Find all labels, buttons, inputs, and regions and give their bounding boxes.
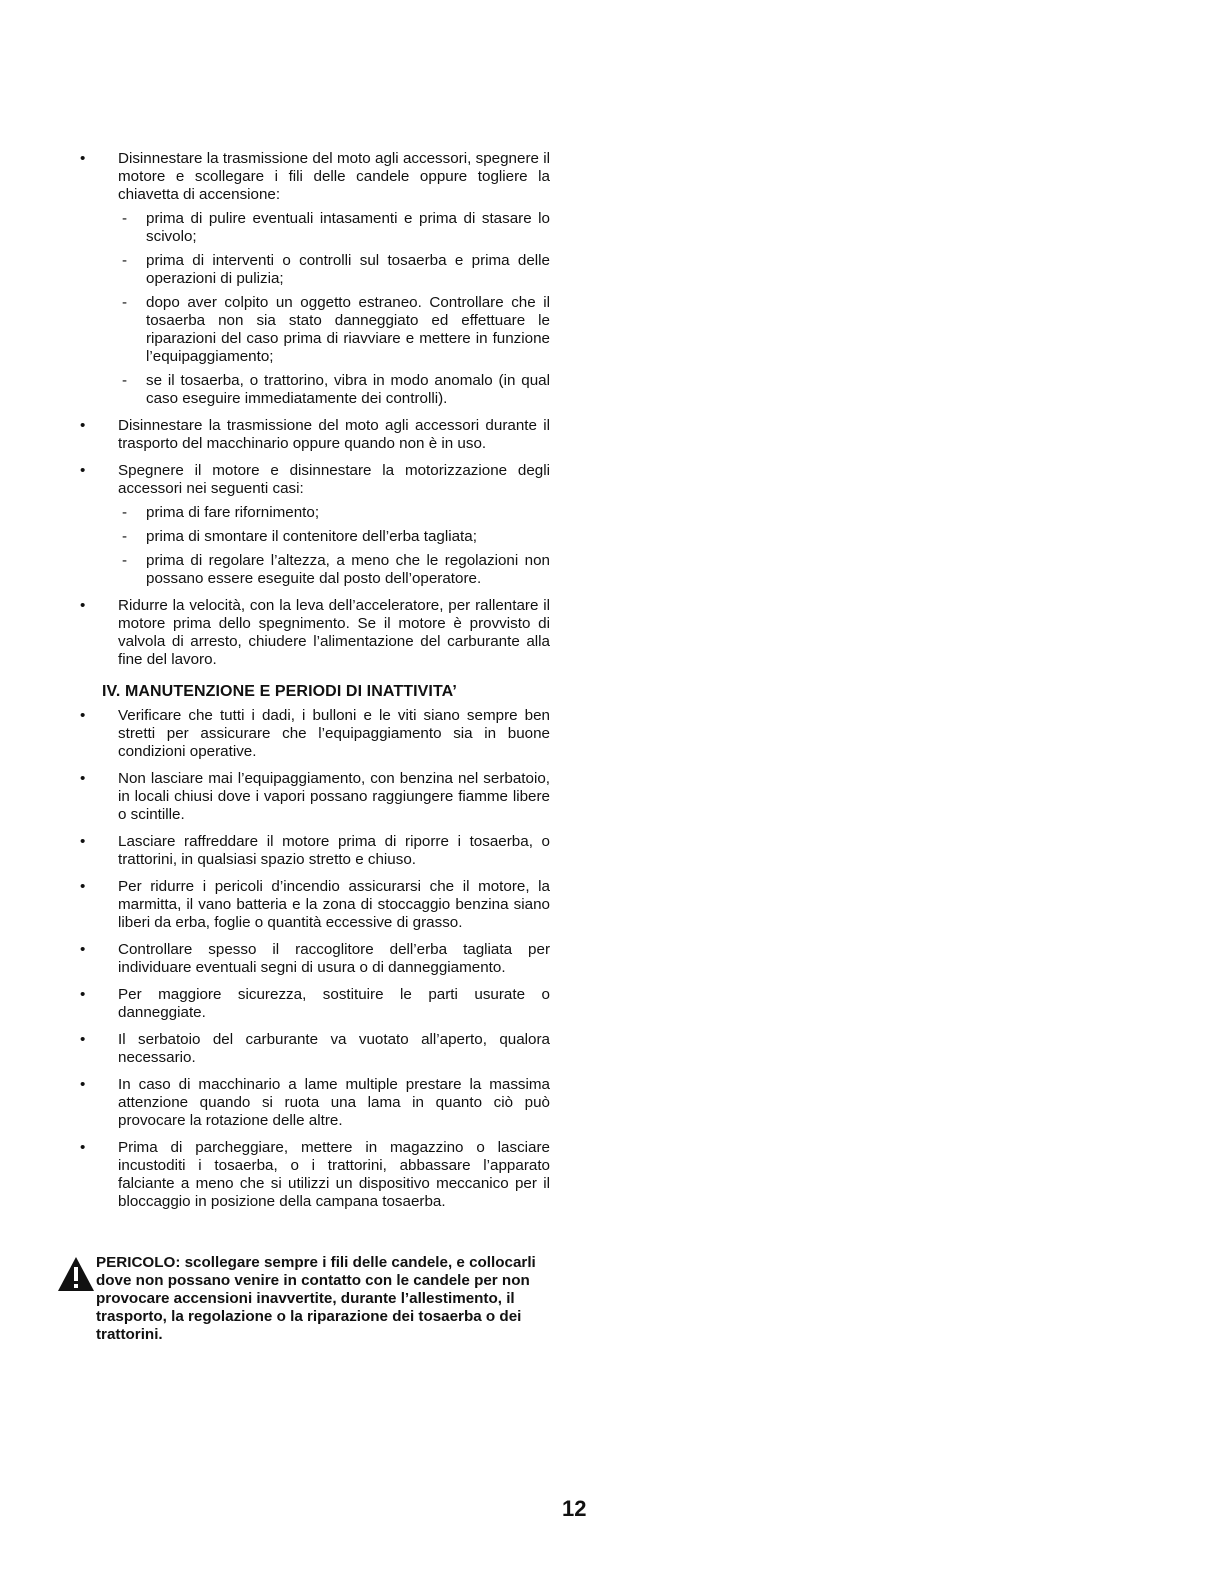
bullet-text: Spegnere il motore e disinnestare la motorizzazione degli accessori nei seguenti casi: [118,462,550,497]
bullet-text: Per ridurre i pericoli d’incendio assicurarsi che il motore, la marmitta, il vano batteria e la zona di stoccaggio benzina siano liberi da erba, foglie o quantità eccessive di grasso. [118,878,550,931]
dash-mark: - [122,504,128,521]
dash-mark: - [122,210,128,227]
dash-mark: - [122,552,128,569]
bullet-mark: • [80,941,86,958]
bullet-text: Disinnestare la trasmissione del moto agli accessori durante il trasporto del macchinario oppure quando non è in uso. [118,417,550,452]
sub-item [118,210,550,246]
bullet-mark: • [80,597,86,614]
bullet-mark: • [80,150,86,167]
sub-item [118,504,550,522]
bullet-mark: • [80,417,86,434]
page-number: 12 [562,1496,587,1521]
sub-item [118,294,550,366]
bullet-text: Lasciare raffreddare il motore prima di riporre i tosaerba, o trattorini, in qualsiasi spazio stretto e chiuso. [118,833,550,868]
sub-item [118,252,550,288]
bullet-text: In caso di macchinario a lame multiple prestare la massima attenzione quando si ruota una lama in quanto ciò può provocare la rotazione delle altre. [118,1076,550,1129]
bullet-mark: • [80,878,86,895]
bullet-item [80,597,550,669]
sub-text: prima di smontare il contenitore dell’erba tagliata; [146,528,477,545]
bullet-item [80,878,550,932]
sub-item [118,528,550,546]
bullet-text: Non lasciare mai l’equipaggiamento, con benzina nel serbatoio, in locali chiusi dove i vapori possano raggiungere fiamme libere o scintille. [118,770,550,823]
sub-text: se il tosaerba, o trattorino, vibra in modo anomalo (in qual caso eseguire immediatamente dei controlli). [146,372,550,407]
sub-text: prima di pulire eventuali intasamenti e prima di stasare lo scivolo; [146,210,550,245]
bullet-mark: • [80,1139,86,1156]
dash-mark: - [122,528,128,545]
bullet-mark: • [80,770,86,787]
bullet-item [80,833,550,869]
sub-item [118,552,550,588]
bullet-item [80,1031,550,1067]
bullet-text: Disinnestare la trasmissione del moto agli accessori, spegnere il motore e scollegare i fili delle candele oppure togliere la chiavetta di accensione: [118,150,550,203]
dash-mark: - [122,252,128,269]
bullet-item [80,770,550,824]
bullet-mark: • [80,707,86,724]
bullet-item [80,150,550,408]
text-column [80,150,550,1220]
bullet-text: Per maggiore sicurezza, sostituire le parti usurate o danneggiate. [118,986,550,1021]
bullet-item [80,707,550,761]
section-heading: IV. MANUTENZIONE E PERIODI DI INATTIVITA’ [102,683,457,700]
bullet-item [80,462,550,588]
bullet-item [80,417,550,453]
sub-item [118,372,550,408]
dash-mark: - [122,372,128,389]
bullet-item [80,986,550,1022]
bullet-mark: • [80,462,86,479]
bullet-mark: • [80,833,86,850]
sub-list [118,504,550,588]
bullet-item [80,1139,550,1211]
sub-text: prima di fare rifornimento; [146,504,320,521]
bullet-text: Prima di parcheggiare, mettere in magazzino o lasciare incustoditi i tosaerba, o i trattorini, abbassare l’apparato falciante a meno che si utilizzi un dispositivo meccanico per il bloccaggio in posizione della campana tosaerba. [118,1139,550,1210]
danger-notice [56,1254,536,1344]
bullet-text: Verificare che tutti i dadi, i bulloni e le viti siano sempre ben stretti per assicurare che l’equipaggiamento sia in buone condizioni operative. [118,707,550,760]
sub-text: prima di regolare l’altezza, a meno che le regolazioni non possano essere eseguite dal posto dell’operatore. [146,552,550,587]
bullet-item [80,1076,550,1130]
bullet-mark: • [80,1076,86,1093]
warning-triangle-icon [56,1254,96,1294]
sub-text: dopo aver colpito un oggetto estraneo. Controllare che il tosaerba non sia stato danneggiato ed effettuare le riparazioni del caso prima di riavviare e mettere in funzione l’equipaggiamento; [146,294,550,365]
bullet-mark: • [80,1031,86,1048]
dash-mark: - [122,294,128,311]
bullet-item [80,941,550,977]
sub-list [118,210,550,408]
bullet-mark: • [80,986,86,1003]
bullet-text: Il serbatoio del carburante va vuotato all’aperto, qualora necessario. [118,1031,550,1066]
sub-text: prima di interventi o controlli sul tosaerba e prima delle operazioni di pulizia; [146,252,550,287]
bullet-text: Controllare spesso il raccoglitore dell’erba tagliata per individuare eventuali segni di usura o di danneggiamento. [118,941,550,976]
danger-text: PERICOLO: scollegare sempre i fili delle candele, e collocarli dove non possano venire in contatto con le candele per non provocare accensioni inavvertite, durante l’allestimento, il trasporto, la regolazione o la riparazione dei tosaerba o dei trattorini. [96,1254,536,1343]
bullet-text: Ridurre la velocità, con la leva dell’acceleratore, per rallentare il motore prima dello spegnimento. Se il motore è provvisto di valvola di arresto, chiudere l’alimentazione del carburante alla fine del lavoro. [118,597,550,668]
